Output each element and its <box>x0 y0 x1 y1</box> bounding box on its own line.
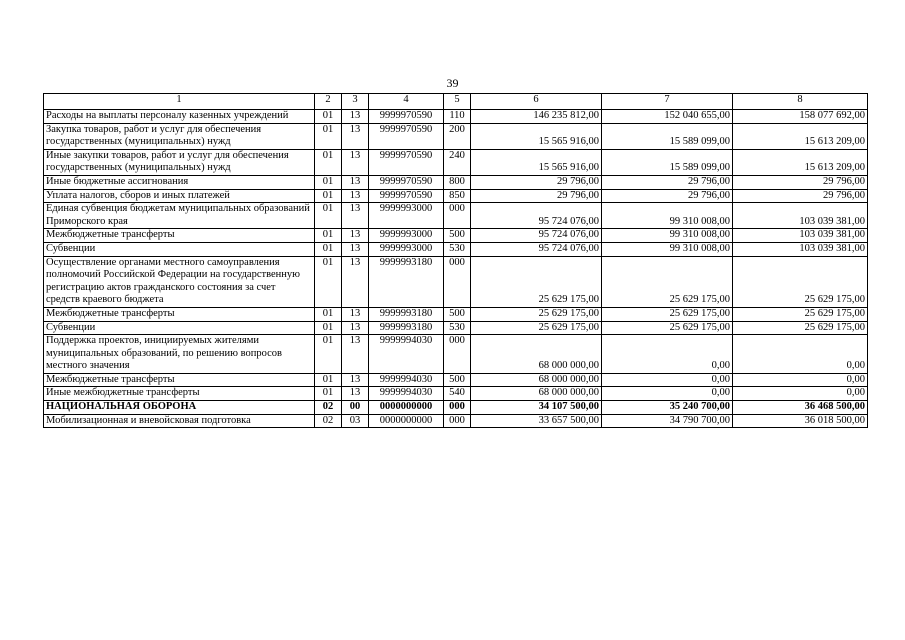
target-article-code: 9999970590 <box>369 189 444 203</box>
amount-col7: 25 629 175,00 <box>602 256 733 307</box>
amount-col8: 29 796,00 <box>733 175 868 189</box>
table-row <box>44 175 868 189</box>
amount-col6: 29 796,00 <box>471 175 602 189</box>
subsection-code: 13 <box>342 203 369 229</box>
row-name: Иные закупки товаров, работ и услуг для обеспечения государственных (муниципальных) нужд <box>44 149 315 175</box>
amount-col8: 103 039 381,00 <box>733 242 868 256</box>
header-row <box>44 94 868 110</box>
expense-type-code: 500 <box>444 229 471 243</box>
amount-col6: 25 629 175,00 <box>471 256 602 307</box>
subsection-code: 13 <box>342 175 369 189</box>
amount-col8: 25 629 175,00 <box>733 321 868 335</box>
target-article-code: 9999994030 <box>369 373 444 387</box>
expense-type-code: 000 <box>444 203 471 229</box>
amount-col8: 25 629 175,00 <box>733 256 868 307</box>
target-article-code: 9999994030 <box>369 387 444 401</box>
table-row <box>44 387 868 401</box>
header-cell: 5 <box>444 94 471 110</box>
table-row <box>44 123 868 149</box>
table-row <box>44 256 868 307</box>
amount-col7: 25 629 175,00 <box>602 307 733 321</box>
table-row <box>44 110 868 124</box>
row-name: Субвенции <box>44 242 315 256</box>
header-cell: 8 <box>733 94 868 110</box>
section-code: 01 <box>315 229 342 243</box>
target-article-code: 9999970590 <box>369 110 444 124</box>
row-name: Расходы на выплаты персоналу казенных учреждений <box>44 110 315 124</box>
table-row <box>44 335 868 374</box>
row-name: НАЦИОНАЛЬНАЯ ОБОРОНА <box>44 401 315 415</box>
table-row <box>44 149 868 175</box>
amount-col6: 68 000 000,00 <box>471 373 602 387</box>
expense-type-code: 500 <box>444 373 471 387</box>
page-number: 39 <box>446 76 459 90</box>
target-article-code: 9999993000 <box>369 203 444 229</box>
amount-col7: 35 240 700,00 <box>602 401 733 415</box>
amount-col7: 0,00 <box>602 335 733 374</box>
expense-type-code: 000 <box>444 335 471 374</box>
amount-col6: 15 565 916,00 <box>471 149 602 175</box>
subsection-code: 00 <box>342 401 369 415</box>
row-name: Единая субвенция бюджетам муниципальных образований Приморского края <box>44 203 315 229</box>
amount-col8: 103 039 381,00 <box>733 203 868 229</box>
subsection-code: 13 <box>342 335 369 374</box>
target-article-code: 0000000000 <box>369 414 444 428</box>
subsection-code: 13 <box>342 110 369 124</box>
amount-col7: 34 790 700,00 <box>602 414 733 428</box>
section-code: 01 <box>315 175 342 189</box>
expense-type-code: 800 <box>444 175 471 189</box>
subsection-code: 13 <box>342 149 369 175</box>
amount-col8: 25 629 175,00 <box>733 307 868 321</box>
table-row <box>44 414 868 428</box>
expense-type-code: 530 <box>444 321 471 335</box>
target-article-code: 9999993180 <box>369 321 444 335</box>
expense-type-code: 850 <box>444 189 471 203</box>
amount-col7: 29 796,00 <box>602 175 733 189</box>
section-code: 01 <box>315 242 342 256</box>
amount-col7: 99 310 008,00 <box>602 203 733 229</box>
expense-type-code: 000 <box>444 401 471 415</box>
section-code: 01 <box>315 189 342 203</box>
amount-col8: 15 613 209,00 <box>733 149 868 175</box>
amount-col7: 99 310 008,00 <box>602 229 733 243</box>
row-name: Межбюджетные трансферты <box>44 373 315 387</box>
amount-col6: 15 565 916,00 <box>471 123 602 149</box>
amount-col6: 95 724 076,00 <box>471 203 602 229</box>
row-name: Мобилизационная и вневойсковая подготовка <box>44 414 315 428</box>
target-article-code: 9999993180 <box>369 256 444 307</box>
subsection-code: 13 <box>342 229 369 243</box>
expense-type-code: 110 <box>444 110 471 124</box>
target-article-code: 0000000000 <box>369 401 444 415</box>
amount-col7: 15 589 099,00 <box>602 149 733 175</box>
amount-col6: 29 796,00 <box>471 189 602 203</box>
header-cell: 1 <box>44 94 315 110</box>
row-name: Иные межбюджетные трансферты <box>44 387 315 401</box>
budget-table <box>43 93 868 428</box>
header-cell: 4 <box>369 94 444 110</box>
target-article-code: 9999993180 <box>369 307 444 321</box>
header-cell: 6 <box>471 94 602 110</box>
amount-col7: 15 589 099,00 <box>602 123 733 149</box>
section-code: 01 <box>315 256 342 307</box>
header-cell: 3 <box>342 94 369 110</box>
amount-col7: 99 310 008,00 <box>602 242 733 256</box>
target-article-code: 9999970590 <box>369 123 444 149</box>
amount-col7: 29 796,00 <box>602 189 733 203</box>
subsection-code: 03 <box>342 414 369 428</box>
amount-col6: 68 000 000,00 <box>471 335 602 374</box>
section-code: 01 <box>315 321 342 335</box>
target-article-code: 9999970590 <box>369 175 444 189</box>
expense-type-code: 000 <box>444 414 471 428</box>
section-code: 01 <box>315 335 342 374</box>
expense-type-code: 540 <box>444 387 471 401</box>
amount-col6: 95 724 076,00 <box>471 242 602 256</box>
row-name: Поддержка проектов, инициируемых жителями муниципальных образований, по решению вопросов местного значения <box>44 335 315 374</box>
header-cell: 2 <box>315 94 342 110</box>
target-article-code: 9999970590 <box>369 149 444 175</box>
amount-col8: 158 077 692,00 <box>733 110 868 124</box>
target-article-code: 9999993000 <box>369 229 444 243</box>
amount-col7: 0,00 <box>602 373 733 387</box>
table-header <box>44 94 868 110</box>
amount-col8: 29 796,00 <box>733 189 868 203</box>
target-article-code: 9999993000 <box>369 242 444 256</box>
subsection-code: 13 <box>342 123 369 149</box>
amount-col6: 25 629 175,00 <box>471 321 602 335</box>
row-name: Иные бюджетные ассигнования <box>44 175 315 189</box>
table-row <box>44 242 868 256</box>
section-code: 01 <box>315 373 342 387</box>
expense-type-code: 200 <box>444 123 471 149</box>
row-name: Межбюджетные трансферты <box>44 307 315 321</box>
section-code: 01 <box>315 123 342 149</box>
amount-col7: 0,00 <box>602 387 733 401</box>
table-row <box>44 321 868 335</box>
row-name: Субвенции <box>44 321 315 335</box>
subsection-code: 13 <box>342 189 369 203</box>
amount-col8: 0,00 <box>733 335 868 374</box>
section-total-row <box>44 401 868 415</box>
amount-col6: 146 235 812,00 <box>471 110 602 124</box>
amount-col8: 36 018 500,00 <box>733 414 868 428</box>
expense-type-code: 240 <box>444 149 471 175</box>
subsection-code: 13 <box>342 242 369 256</box>
subsection-code: 13 <box>342 373 369 387</box>
expense-type-code: 000 <box>444 256 471 307</box>
section-code: 02 <box>315 401 342 415</box>
subsection-code: 13 <box>342 256 369 307</box>
subsection-code: 13 <box>342 387 369 401</box>
table-row <box>44 307 868 321</box>
section-code: 01 <box>315 307 342 321</box>
row-name: Закупка товаров, работ и услуг для обеспечения государственных (муниципальных) нужд <box>44 123 315 149</box>
amount-col8: 0,00 <box>733 373 868 387</box>
expense-type-code: 530 <box>444 242 471 256</box>
row-name: Уплата налогов, сборов и иных платежей <box>44 189 315 203</box>
amount-col8: 103 039 381,00 <box>733 229 868 243</box>
subsection-code: 13 <box>342 321 369 335</box>
table-row <box>44 189 868 203</box>
amount-col7: 25 629 175,00 <box>602 321 733 335</box>
amount-col6: 25 629 175,00 <box>471 307 602 321</box>
table-row <box>44 203 868 229</box>
subsection-code: 13 <box>342 307 369 321</box>
expense-type-code: 500 <box>444 307 471 321</box>
section-code: 01 <box>315 387 342 401</box>
amount-col6: 33 657 500,00 <box>471 414 602 428</box>
amount-col6: 68 000 000,00 <box>471 387 602 401</box>
amount-col6: 95 724 076,00 <box>471 229 602 243</box>
section-code: 01 <box>315 110 342 124</box>
amount-col8: 15 613 209,00 <box>733 123 868 149</box>
table-row <box>44 229 868 243</box>
section-code: 01 <box>315 149 342 175</box>
row-name: Межбюджетные трансферты <box>44 229 315 243</box>
amount-col7: 152 040 655,00 <box>602 110 733 124</box>
amount-col8: 0,00 <box>733 387 868 401</box>
header-cell: 7 <box>602 94 733 110</box>
section-code: 01 <box>315 203 342 229</box>
amount-col8: 36 468 500,00 <box>733 401 868 415</box>
row-name: Осуществление органами местного самоуправления полномочий Российской Федерации на государственную регистрацию актов гражданского состояния за счет средств краевого бюджета <box>44 256 315 307</box>
section-code: 02 <box>315 414 342 428</box>
amount-col6: 34 107 500,00 <box>471 401 602 415</box>
target-article-code: 9999994030 <box>369 335 444 374</box>
table-row <box>44 373 868 387</box>
